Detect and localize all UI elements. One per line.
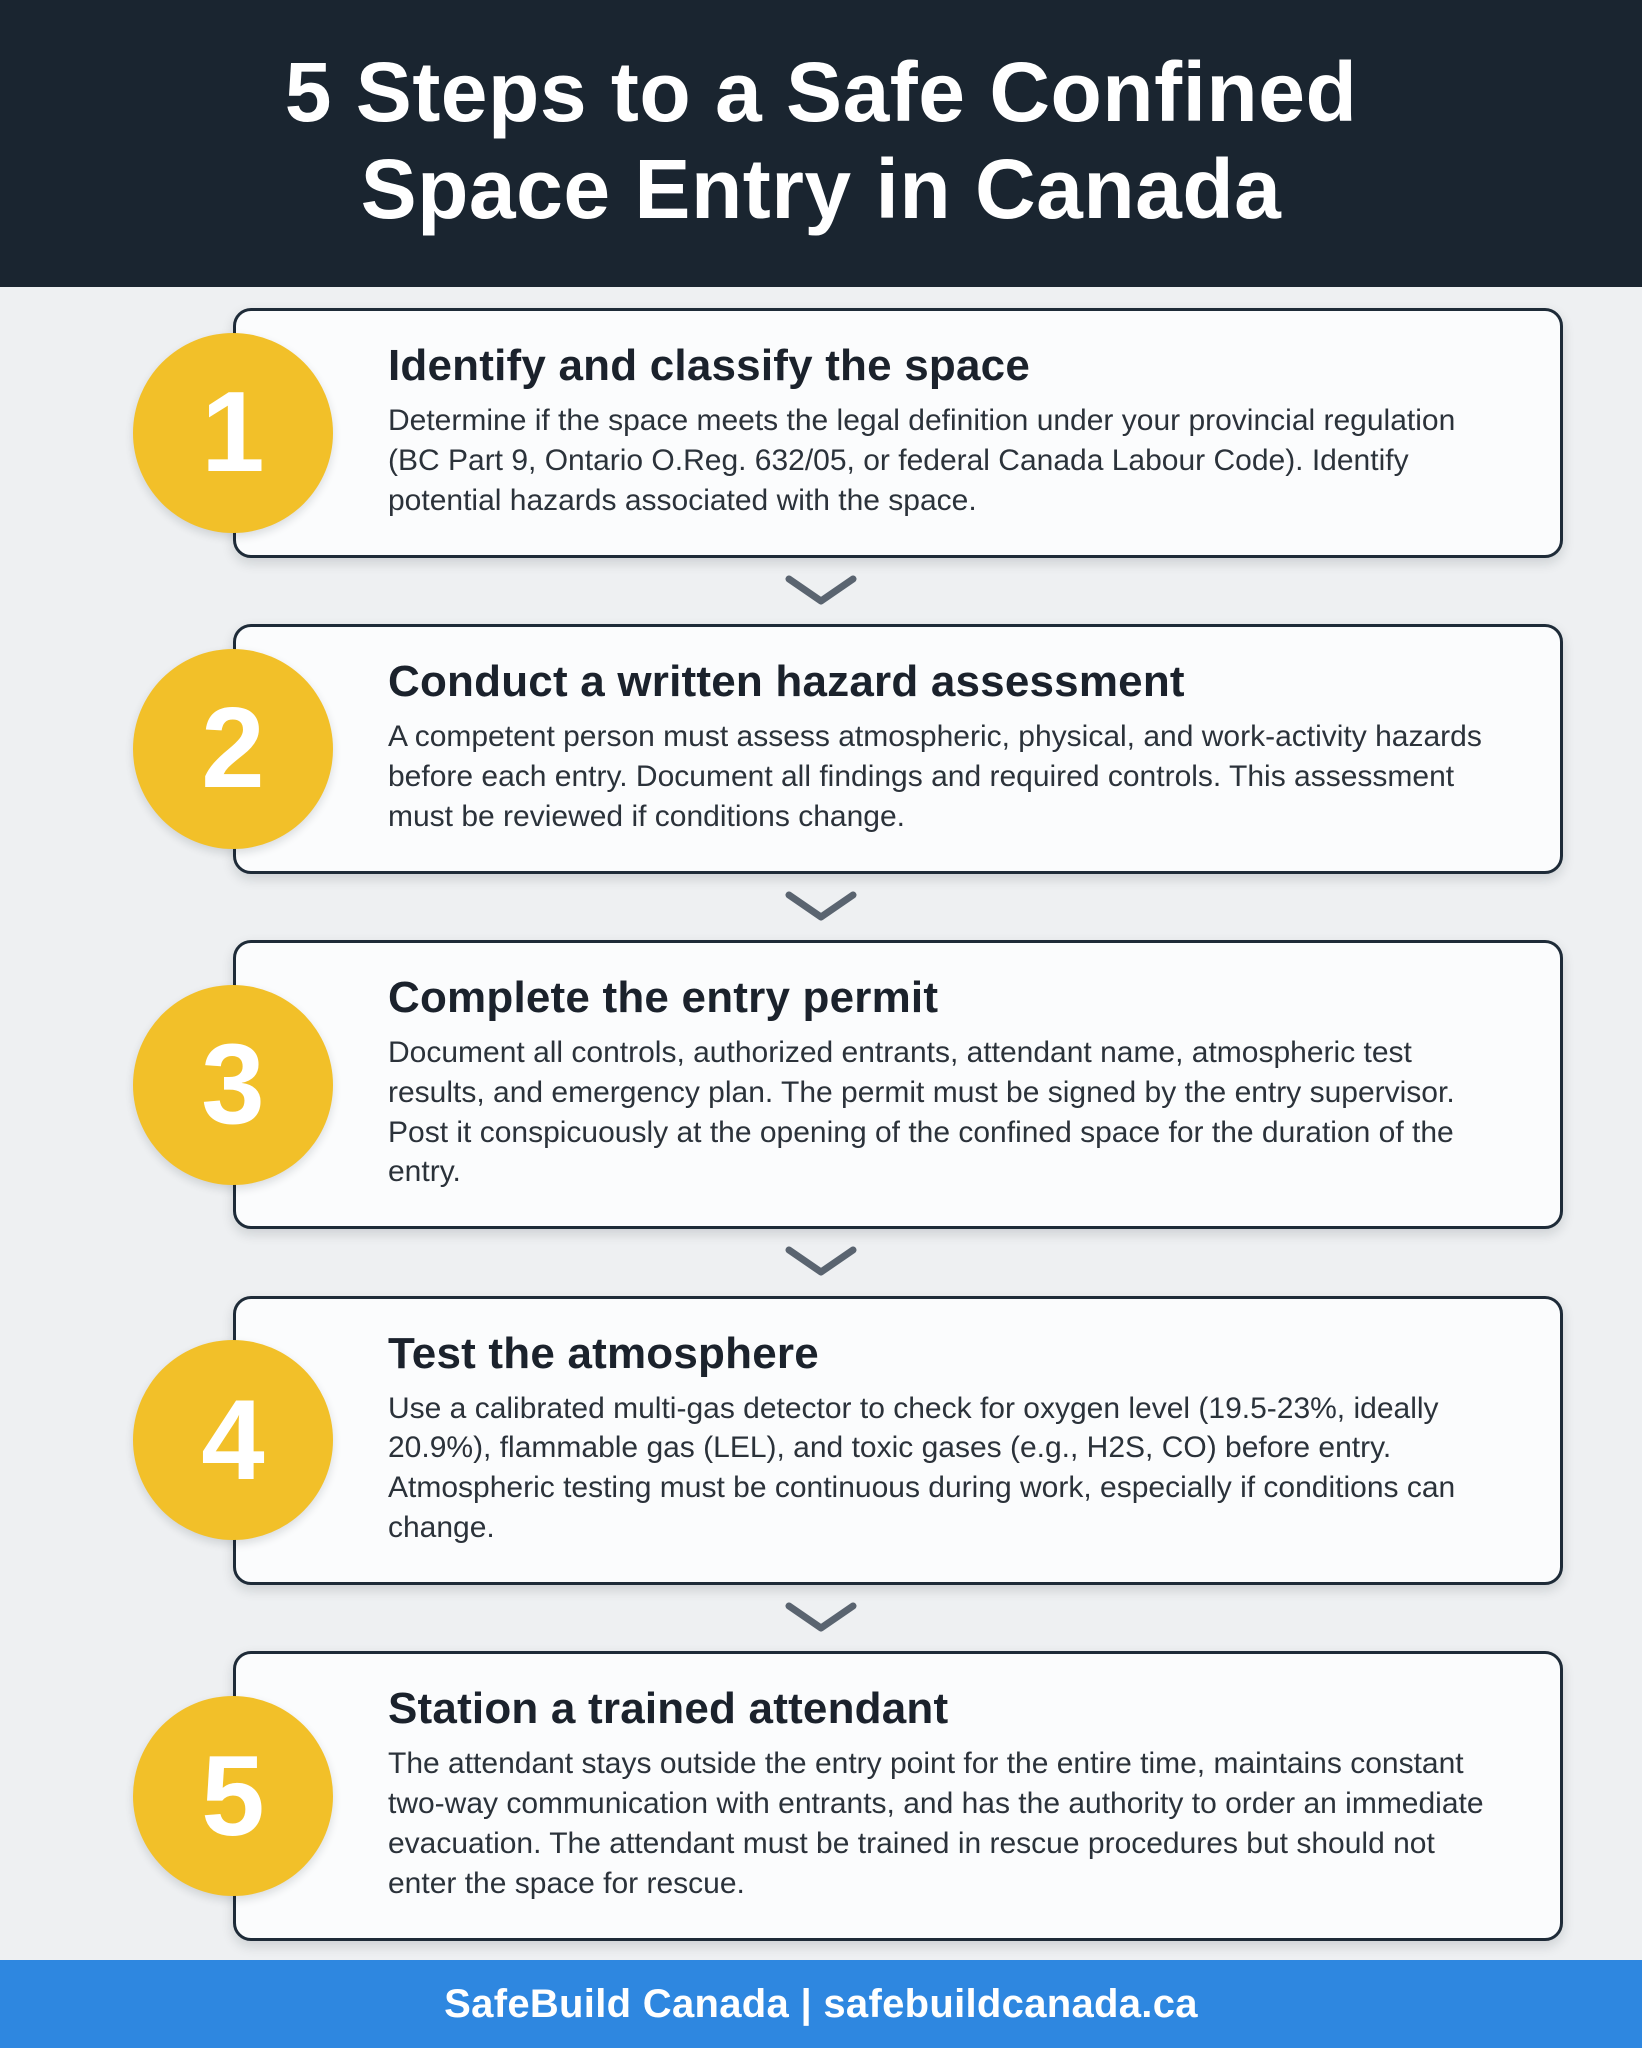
chevron-down-icon xyxy=(0,571,1642,611)
step-number-badge xyxy=(133,985,333,1185)
step-number-badge xyxy=(133,333,333,533)
chevron-down-icon xyxy=(0,1598,1642,1638)
step-number: 5 xyxy=(201,1732,265,1860)
step-title: Station a trained attendant xyxy=(388,1684,949,1734)
step-description: Use a calibrated multi-gas detector to check for oxygen level (19.5-23%, ideally 20.9%), flammable gas (LEL), and toxic gases (e.g., H2S, CO) before entry. Atmospheric testing must be continuous during work, especially if conditions can change. xyxy=(388,1391,1456,1545)
footer-text: SafeBuild Canada | safebuildcanada.ca xyxy=(444,1981,1198,2026)
step-item-5 xyxy=(201,1651,1563,1941)
step-number: 3 xyxy=(201,1021,265,1149)
step-description: Document all controls, authorized entrants, attendant name, atmospheric test results, and emergency plan. The permit must be signed by the entry supervisor. Post it conspicuously at the opening of the confined space for the duration of the entry. xyxy=(388,1035,1455,1189)
step-number: 1 xyxy=(201,369,265,497)
chevron-down-icon xyxy=(0,887,1642,927)
step-card xyxy=(233,1651,1563,1941)
step-item-4 xyxy=(201,1296,1563,1586)
step-description: The attendant stays outside the entry point for the entire time, maintains constant two-way communication with entrants, and has the authority to order an immediate evacuation. The attendant must be trained in rescue procedures but should not enter the space for rescue. xyxy=(388,1747,1484,1900)
step-card xyxy=(233,940,1563,1230)
step-number-badge xyxy=(133,1696,333,1896)
step-item-3 xyxy=(201,940,1563,1230)
step-title: Conduct a written hazard assessment xyxy=(388,656,1185,706)
step-title: Test the atmosphere xyxy=(388,1328,819,1378)
step-number-badge xyxy=(133,1340,333,1540)
step-number-badge xyxy=(133,649,333,849)
step-card xyxy=(233,308,1563,558)
page-title: 5 Steps to a Safe Confined Space Entry in Canada xyxy=(284,45,1358,237)
steps-list xyxy=(0,287,1642,1960)
step-item-2 xyxy=(201,624,1563,874)
step-description: A competent person must assess atmospheric, physical, and work-activity hazards before each entry. Document all findings and required controls. This assessment must be reviewed if conditions change. xyxy=(388,719,1482,833)
step-card xyxy=(233,1296,1563,1586)
header-banner xyxy=(0,0,1642,287)
footer-banner xyxy=(0,1960,1642,2048)
chevron-down-icon xyxy=(0,1242,1642,1282)
step-title: Identify and classify the space xyxy=(388,340,1030,390)
step-title: Complete the entry permit xyxy=(388,972,939,1022)
step-number: 4 xyxy=(201,1376,265,1504)
step-number: 2 xyxy=(201,685,265,813)
step-item-1 xyxy=(201,308,1563,558)
step-card xyxy=(233,624,1563,874)
step-description: Determine if the space meets the legal definition under your provincial regulation (BC Part 9, Ontario O.Reg. 632/05, or federal Canada Labour Code). Identify potential hazards associated with the space. xyxy=(388,403,1456,517)
